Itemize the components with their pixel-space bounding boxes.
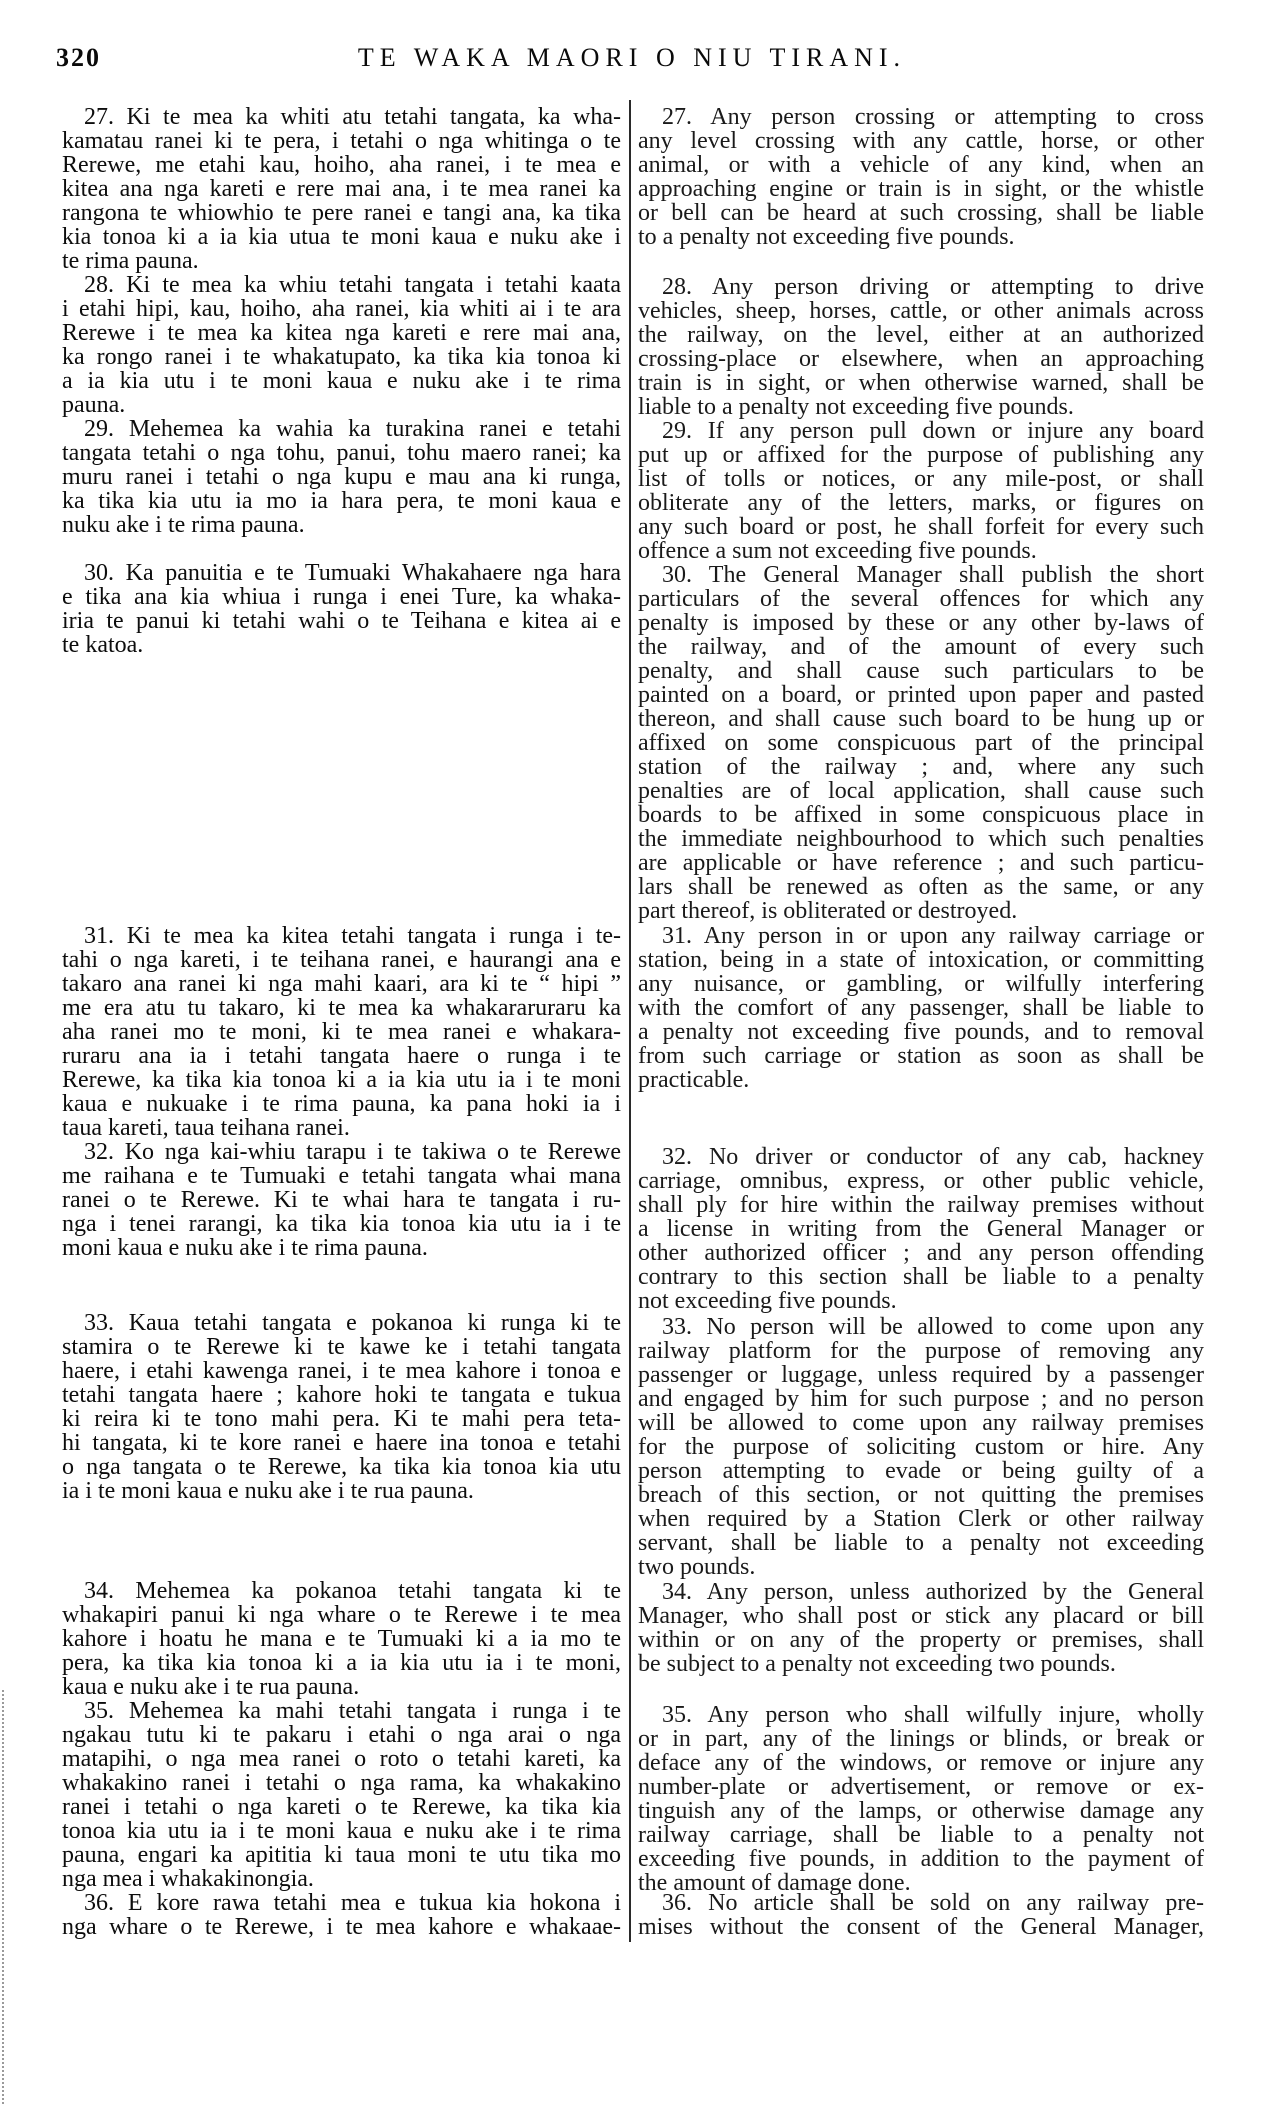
text-line: te rima pauna. (62, 248, 199, 274)
text-line: 28. Any person driving or attempting to drive (662, 274, 1204, 300)
text-line: tahi o nga kareti, i te teihana ranei, e haurangi ana e (62, 947, 621, 973)
text-line: nga whare o te Rerewe, i te mea kahore e whakaae- (62, 1914, 621, 1940)
text-line: ranei i tetahi o nga kareti o te Rerewe, ka tika kia (62, 1794, 621, 1820)
maori-section-35 (62, 1699, 621, 1891)
text-line: a penalty not exceeding five pounds, and to removal (638, 1019, 1204, 1045)
text-line: 36. No article shall be sold on any railway pre- (662, 1890, 1204, 1916)
text-line: iria te panui ki tetahi wahi o te Teihana e kitea ai e (62, 608, 621, 634)
text-line: mises without the consent of the General Manager, (638, 1914, 1204, 1940)
text-line: approaching engine or train is in sight, or the whistle (638, 176, 1204, 202)
text-line: train is in sight, or when otherwise warned, shall be (638, 370, 1204, 396)
maori-section-34 (62, 1579, 621, 1699)
text-line: be subject to a penalty not exceeding two pounds. (638, 1651, 1116, 1677)
english-section-29 (638, 419, 1204, 563)
text-line: list of tolls or notices, or any mile-post, or shall (638, 466, 1204, 492)
text-line: ranei o te Rerewe. Ki te whai hara te tangata i ru- (62, 1187, 621, 1213)
text-line: station of the railway ; and, where any such (638, 754, 1204, 780)
text-line: kia tonoa ki a ia kia utua te moni kaua e nuku ake i (62, 224, 621, 250)
text-line: whakakino ranei i tetahi o nga rama, ka whakakino (62, 1770, 621, 1796)
text-line: ka rongo ranei i te whakatupato, ka tika kia tonoa ki (62, 344, 621, 370)
text-line: tangata tetahi o nga tohu, panui, tohu maero ranei; ka (62, 440, 621, 466)
english-column (638, 0, 1204, 2104)
text-line: carriage, omnibus, express, or other public vehicle, (638, 1168, 1204, 1194)
english-section-34 (638, 1580, 1204, 1676)
english-section-30 (638, 563, 1204, 923)
text-line: 35. Mehemea ka mahi tetahi tangata i runga i te (84, 1698, 621, 1724)
text-line: the railway, and of the amount of every such (638, 634, 1204, 660)
text-line: aha ranei mo te moni, ki te mea ranei e whakara- (62, 1019, 621, 1045)
text-line: matapihi, o nga mea ranei o roto o tetahi kareti, ka (62, 1746, 621, 1772)
text-line: from such carriage or station as soon as shall be (638, 1043, 1204, 1069)
english-section-28 (638, 275, 1204, 419)
english-section-27 (638, 105, 1204, 249)
text-line: person attempting to evade or being guilty of a (638, 1458, 1204, 1484)
text-line: stamira o te Rerewe ki te kawe ke i tetahi tangata (62, 1334, 621, 1360)
text-line: tonoa kia utu ia i te moni kaua e nuku ake i te rima (62, 1818, 621, 1844)
text-line: will be allowed to come upon any railway premises (638, 1410, 1204, 1436)
text-line: for the purpose of soliciting custom or hire. Any (638, 1434, 1204, 1460)
text-line: any such board or post, he shall forfeit for every such (638, 514, 1204, 540)
text-line: tinguish any of the lamps, or otherwise damage any (638, 1798, 1204, 1824)
text-line: o nga tangata o te Rerewe, ka tika kia tonoa kia utu (62, 1454, 621, 1480)
text-line: affixed on some conspicuous part of the principal (638, 730, 1204, 756)
text-line: i etahi hipi, kau, hoiho, aha ranei, kia whiti ai i te ara (62, 296, 621, 322)
text-line: the immediate neighbourhood to which such penalties (638, 826, 1204, 852)
text-line: moni kaua e nuku ake i te rima pauna. (62, 1235, 428, 1261)
text-line: kaua e nuku ake i te rua pauna. (62, 1674, 360, 1700)
column-divider (629, 100, 631, 1942)
text-line: ngakau tutu ki te pakaru i etahi o nga arai o nga (62, 1722, 621, 1748)
masthead-title: TE WAKA MAORI O NIU TIRANI. (357, 43, 907, 72)
text-line: 29. Mehemea ka wahia ka turakina ranei e tetahi (84, 416, 621, 442)
text-line: me raihana e te Tumuaki e tetahi tangata whai mana (62, 1163, 621, 1189)
maori-section-30 (62, 561, 621, 657)
text-line: taua kareti, taua teihana ranei. (62, 1115, 350, 1141)
text-line: the railway, on the level, either at an authorized (638, 322, 1204, 348)
text-line: part thereof, is obliterated or destroyed. (638, 898, 1018, 924)
text-line: or in part, any of the linings or blinds, or break or (638, 1726, 1204, 1752)
text-line: boards to be affixed in some conspicuous place in (638, 802, 1204, 828)
text-line: whakapiri panui ki nga whare o te Rerewe i te mea (62, 1602, 621, 1628)
maori-column (62, 0, 621, 2104)
text-line: kahore i hoatu he mana e te Tumuaki ki a ia mo te (62, 1626, 621, 1652)
text-line: pauna, engari ka apititia ki taua moni te utu tika mo (62, 1842, 621, 1868)
text-line: penalty is imposed by these or any other by-laws of (638, 610, 1204, 636)
maori-section-31 (62, 924, 621, 1140)
text-line: kitea ana nga kareti e rere mai ana, i te mea ranei ka (62, 176, 621, 202)
text-line: penalties are of local application, shall cause such (638, 778, 1204, 804)
text-line: haere, i etahi kawenga ranei, i te mea kahore i tonoa e (62, 1358, 621, 1384)
text-line: station, being in a state of intoxication, or committing (638, 947, 1204, 973)
text-line: nga mea i whakakinongia. (62, 1866, 314, 1892)
text-line: pauna. (62, 392, 126, 418)
text-line: Rerewe i te mea ka kitea nga kareti e rere mai ana, (62, 320, 621, 346)
maori-section-27 (62, 105, 621, 273)
text-line: within or on any of the property or premises, shall (638, 1627, 1204, 1653)
text-line: offence a sum not exceeding five pounds. (638, 538, 1037, 564)
text-line: me era atu tu takaro, ki te mea ka whakararuraru ka (62, 995, 621, 1021)
text-line: rangona te whiowhio te pere ranei e tangi ana, ka tika (62, 200, 621, 226)
maori-section-32 (62, 1140, 621, 1260)
text-line: 35. Any person who shall wilfully injure, wholly (662, 1702, 1204, 1728)
english-section-36 (638, 1891, 1204, 1939)
text-line: 27. Any person crossing or attempting to cross (662, 104, 1204, 130)
maori-section-36 (62, 1891, 621, 1939)
text-line: exceeding five pounds, in addition to the payment of (638, 1846, 1204, 1872)
text-line: e tika ana kia whiua i runga i enei Ture, ka whaka- (62, 584, 621, 610)
text-line: vehicles, sheep, horses, cattle, or other animals across (638, 298, 1204, 324)
text-line: 36. E kore rawa tetahi mea e tukua kia hokona i (84, 1890, 621, 1916)
text-line: the amount of damage done. (638, 1870, 911, 1896)
text-line: particulars of the several offences for which any (638, 586, 1204, 612)
text-line: hi tangata, ki te kore ranei e haere ina tonoa e tetahi (62, 1430, 621, 1456)
text-line: 31. Any person in or upon any railway carriage or (662, 923, 1204, 949)
text-line: with the comfort of any passenger, shall be liable to (638, 995, 1204, 1021)
text-line: 30. Ka panuitia e te Tumuaki Whakahaere nga hara (84, 560, 621, 586)
text-line: pera, ka tika kia tonoa ki a ia kia utu ia i te moni, (62, 1650, 621, 1676)
text-line: 31. Ki te mea ka kitea tetahi tangata i runga i te- (84, 923, 621, 949)
text-line: 32. Ko nga kai-whiu tarapu i te takiwa o te Rerewe (84, 1139, 621, 1165)
english-section-35 (638, 1703, 1204, 1895)
text-line: railway carriage, shall be liable to a penalty not (638, 1822, 1204, 1848)
text-line: crossing-place or elsewhere, when an approaching (638, 346, 1204, 372)
text-line: and engaged by him for such purpose ; and no person (638, 1386, 1204, 1412)
text-line: 30. The General Manager shall publish the short (662, 562, 1204, 588)
text-line: tetahi tangata haere ; kahore hoki te tangata e tukua (62, 1382, 621, 1408)
text-line: Manager, who shall post or stick any placard or bill (638, 1603, 1204, 1629)
text-line: nuku ake i te rima pauna. (62, 512, 305, 538)
text-line: Rerewe, ka tika kia tonoa ki a ia kia utu ia i te moni (62, 1067, 621, 1093)
text-line: not exceeding five pounds. (638, 1288, 897, 1314)
text-line: 29. If any person pull down or injure any board (662, 418, 1204, 444)
text-line: te katoa. (62, 632, 144, 658)
page-number: 320 (56, 43, 101, 72)
text-line: a ia kia utu i te moni kaua e nuku ake i te rima (62, 368, 621, 394)
maori-section-28 (62, 273, 621, 417)
text-line: liable to a penalty not exceeding five pounds. (638, 394, 1074, 420)
text-line: 34. Any person, unless authorized by the General (662, 1579, 1204, 1605)
text-line: any nuisance, or gambling, or wilfully interfering (638, 971, 1204, 997)
text-line: 34. Mehemea ka pokanoa tetahi tangata ki te (84, 1578, 621, 1604)
maori-section-33 (62, 1311, 621, 1503)
english-section-33 (638, 1315, 1204, 1579)
text-line: or bell can be heard at such crossing, shall be liable (638, 200, 1204, 226)
text-line: are applicable or have reference ; and such particu- (638, 850, 1204, 876)
text-line: 33. No person will be allowed to come upon any (662, 1314, 1204, 1340)
text-line: ia i te moni kaua e nuku ake i te rua pauna. (62, 1478, 474, 1504)
text-line: shall ply for hire within the railway premises without (638, 1192, 1204, 1218)
text-line: ka tika kia utu ia mo ia hara pera, te moni kaua e (62, 488, 621, 514)
text-line: ruraru ana ia i tetahi tangata haere o runga i te (62, 1043, 621, 1069)
text-line: servant, shall be liable to a penalty not exceeding (638, 1530, 1204, 1556)
text-line: railway platform for the purpose of removing any (638, 1338, 1204, 1364)
text-line: 27. Ki te mea ka whiti atu tetahi tangata, ka wha- (84, 104, 621, 130)
text-line: any level crossing with any cattle, horse, or other (638, 128, 1204, 154)
scan-edge-artifact (2, 1690, 4, 2104)
english-section-31 (638, 924, 1204, 1092)
text-line: obliterate any of the letters, marks, or figures on (638, 490, 1204, 516)
english-section-32 (638, 1145, 1204, 1313)
text-line: a license in writing from the General Manager or (638, 1216, 1204, 1242)
text-line: practicable. (638, 1067, 750, 1093)
text-line: kamatau ranei ki te pera, i tetahi o nga whitinga o te (62, 128, 621, 154)
text-line: Rerewe, me etahi kau, hoiho, aha ranei, i te mea e (62, 152, 621, 178)
text-line: kaua e nukuake i te rima pauna, ka pana hoki ia i (62, 1091, 621, 1117)
text-line: breach of this section, or not quitting the premises (638, 1482, 1204, 1508)
text-line: 33. Kaua tetahi tangata e pokanoa ki runga ki te (84, 1310, 621, 1336)
text-line: when required by a Station Clerk or other railway (638, 1506, 1204, 1532)
text-line: ki reira ki te tono mahi pera. Ki te mahi pera teta- (62, 1406, 621, 1432)
text-line: lars shall be renewed as often as the same, or any (638, 874, 1204, 900)
maori-section-29 (62, 417, 621, 537)
text-line: 28. Ki te mea ka whiu tetahi tangata i tetahi kaata (84, 272, 621, 298)
text-line: put up or affixed for the purpose of publishing any (638, 442, 1204, 468)
text-line: takaro ana ranei ki nga mahi kaari, ara ki te “ hipi ” (62, 971, 621, 997)
text-line: to a penalty not exceeding five pounds. (638, 224, 1015, 250)
text-line: animal, or with a vehicle of any kind, when an (638, 152, 1204, 178)
text-line: painted on a board, or printed upon paper and pasted (638, 682, 1204, 708)
text-line: thereon, and shall cause such board to be hung up or (638, 706, 1204, 732)
text-line: muru ranei i tetahi o nga kupu e mau ana ki runga, (62, 464, 621, 490)
text-line: nga i tenei rarangi, ka tika kia tonoa kia utu ia i te (62, 1211, 621, 1237)
text-line: number-plate or advertisement, or remove or ex- (638, 1774, 1204, 1800)
text-line: other authorized officer ; and any person offending (638, 1240, 1204, 1266)
text-line: 32. No driver or conductor of any cab, hackney (662, 1144, 1204, 1170)
text-line: deface any of the windows, or remove or injure any (638, 1750, 1204, 1776)
text-line: contrary to this section shall be liable to a penalty (638, 1264, 1204, 1290)
text-line: passenger or luggage, unless required by a passenger (638, 1362, 1204, 1388)
text-line: penalty, and shall cause such particulars to be (638, 658, 1204, 684)
text-line: two pounds. (638, 1554, 756, 1580)
